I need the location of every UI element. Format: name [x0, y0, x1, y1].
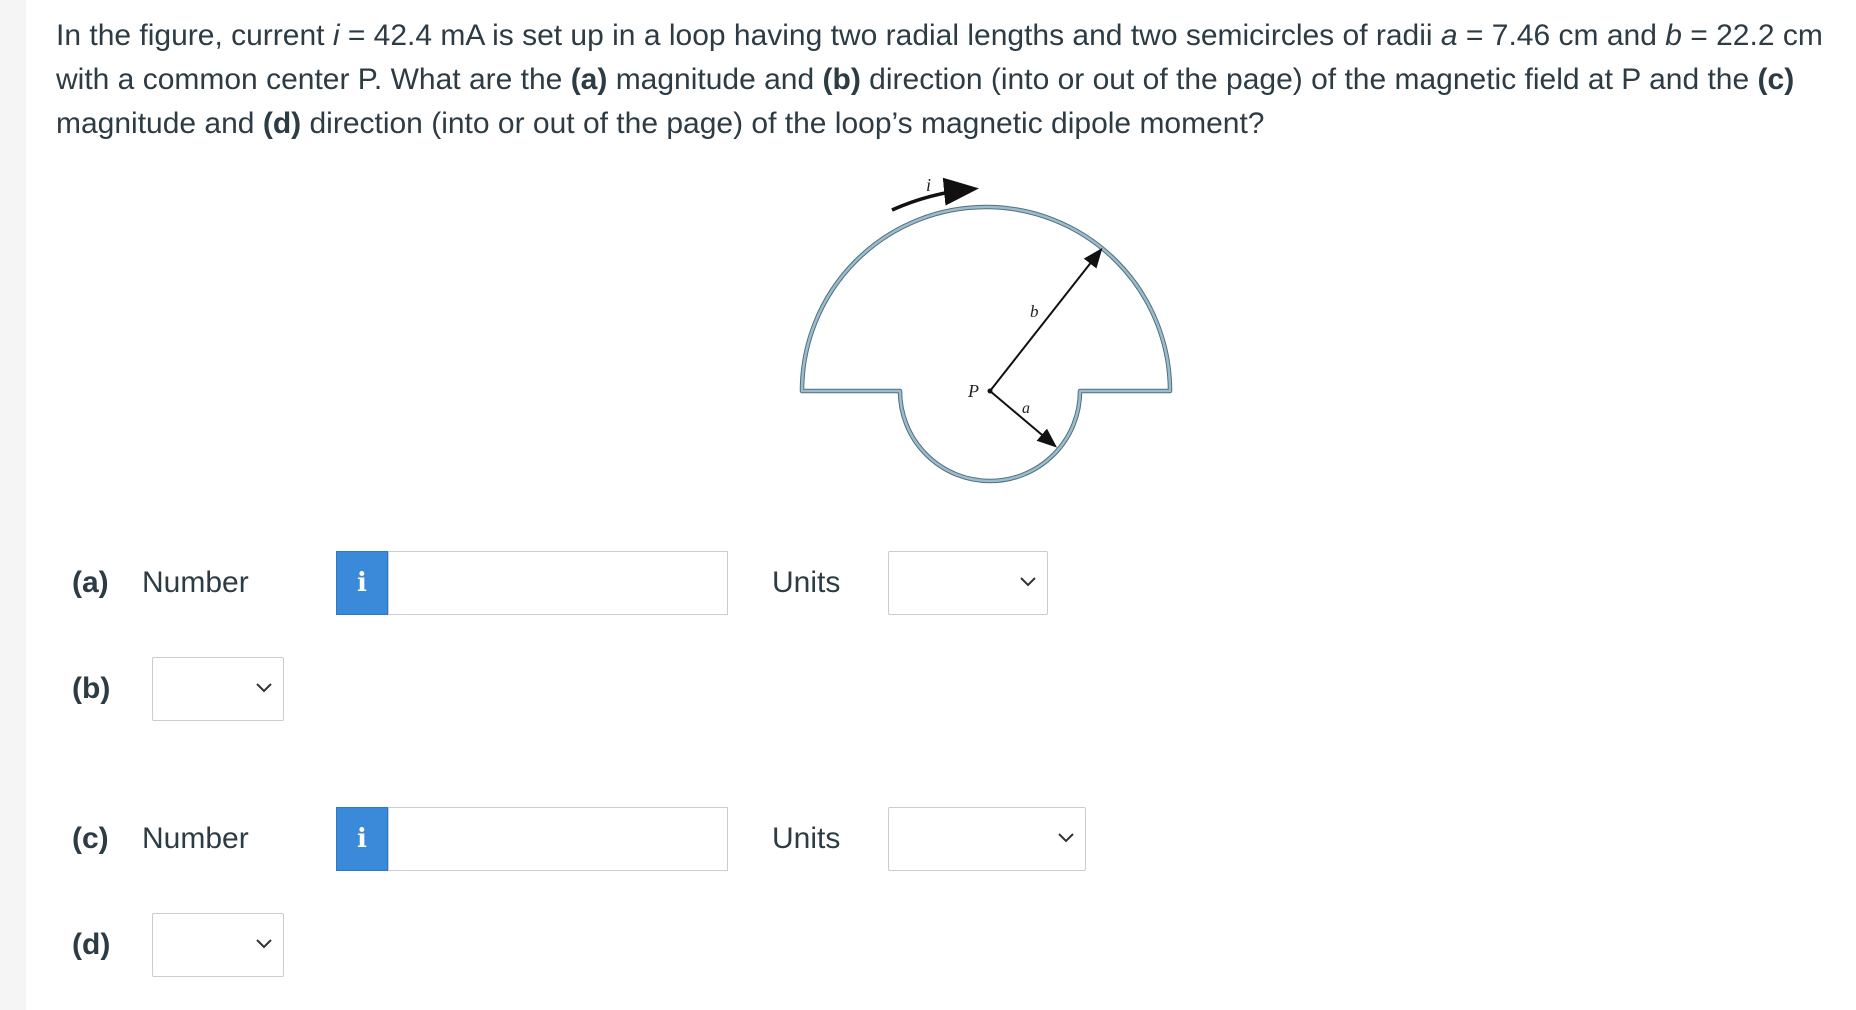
- part-c-label: (c): [72, 822, 109, 855]
- chevron-down-icon: [1019, 575, 1037, 589]
- variable-b: b: [1665, 19, 1682, 52]
- part-d-label: (d): [72, 928, 111, 961]
- part-b-label: (b): [72, 672, 111, 705]
- current-label: i: [926, 175, 932, 195]
- part-a-number-input[interactable]: [388, 551, 728, 615]
- part-b-direction-select[interactable]: [152, 657, 284, 721]
- part-c-units-label: Units: [772, 822, 841, 855]
- center-point: [988, 389, 993, 394]
- chevron-down-icon: [1057, 831, 1075, 845]
- question-text-segment: = 7.46 cm and: [1457, 19, 1666, 52]
- part-a-label: (a): [72, 566, 109, 599]
- part-ref-b: (b): [822, 63, 861, 96]
- part-c-number-label: Number: [142, 822, 249, 855]
- question-text-segment: direction (into or out of the page) of the loop’s magnetic dipole moment?: [301, 107, 1265, 140]
- part-a-units-label: Units: [772, 566, 841, 599]
- question-line-2: [56, 58, 1856, 102]
- loop-diagram: [780, 165, 1200, 500]
- info-icon[interactable]: i: [336, 807, 388, 871]
- part-a-number-label: Number: [142, 566, 249, 599]
- part-c-number-input[interactable]: [388, 807, 728, 871]
- center-label: P: [968, 381, 979, 401]
- info-icon[interactable]: i: [336, 551, 388, 615]
- part-c-units-select[interactable]: [888, 807, 1086, 871]
- loop-figure: [780, 165, 1200, 500]
- variable-i: i: [332, 19, 340, 52]
- question-text-segment: In the figure, current: [56, 19, 333, 52]
- loop-wire-shadow: [802, 207, 1170, 481]
- part-ref-c: (c): [1757, 63, 1795, 96]
- question-text-segment: = 42.4 mA is set up in a loop having two radial lengths and two semicircles of radii: [339, 19, 1441, 52]
- part-ref-d: (d): [262, 107, 302, 140]
- question-text-segment: with a common center P. What are the: [56, 63, 571, 96]
- chevron-down-icon: [255, 937, 273, 951]
- question-text-segment: magnitude and: [607, 63, 823, 96]
- question-text-segment: direction (into or out of the page) of the magnetic field at P and the: [860, 63, 1758, 96]
- radius-b-label: b: [1030, 302, 1039, 321]
- question-text-segment: = 22.2 cm: [1681, 19, 1823, 52]
- part-d-direction-select[interactable]: [152, 913, 284, 977]
- question-line-1: [56, 14, 1856, 58]
- question-line-3: [56, 102, 1856, 146]
- radius-b-arrow: [990, 251, 1100, 391]
- loop-wire: [802, 207, 1170, 481]
- question-text: [56, 14, 1856, 146]
- question-text-segment: magnitude and: [56, 107, 263, 140]
- variable-a: a: [1440, 19, 1458, 52]
- radius-a-label: a: [1022, 400, 1030, 417]
- left-margin-strip: [0, 0, 26, 1010]
- part-ref-a: (a): [570, 63, 608, 96]
- chevron-down-icon: [255, 681, 273, 695]
- part-a-units-select[interactable]: [888, 551, 1048, 615]
